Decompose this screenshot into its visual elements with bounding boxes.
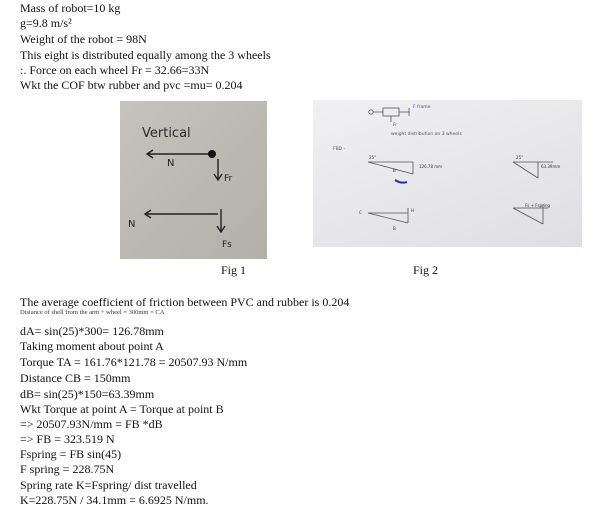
fig2-label-h: H xyxy=(411,208,415,213)
text-line-force-per-wheel: :. Force on each wheel Fr = 32.66=33N xyxy=(20,63,210,77)
text-line-spring-rate-value: K=228.75N / 34.1mm = 6.6925 N/mm. xyxy=(20,493,209,507)
text-line-fspring-equation: Fspring = FB sin(45) xyxy=(20,447,122,461)
fig2-sketch xyxy=(313,100,582,247)
fig2-label-b2: B xyxy=(393,226,396,231)
fig2-label-len1: 126.78 mm xyxy=(419,164,443,169)
fig2-label-fspring: Fs + Fspring xyxy=(525,203,551,208)
text-line-db: dB= sin(25)*150=63.39mm xyxy=(20,387,155,401)
text-line-da: dA= sin(25)*300= 126.78mm xyxy=(20,324,164,338)
fig2-label-angle1: 25° xyxy=(369,155,377,160)
fig1-caption: Fig 1 xyxy=(221,263,247,277)
fig2-label-frame: F frame xyxy=(413,105,431,110)
text-line-fspring-value: F spring = 228.75N xyxy=(20,462,115,476)
fig1-label-fs: Fs xyxy=(222,240,232,250)
fig1-photo xyxy=(120,101,267,259)
fig1-sketch xyxy=(120,101,267,259)
text-line-mass: Mass of robot=10 kg xyxy=(20,1,121,15)
text-line-spring-rate-def: Spring rate K=Fspring/ dist travelled xyxy=(20,478,197,492)
text-line-torque-equality: Wkt Torque at point A = Torque at point B xyxy=(20,402,224,416)
fig1-label-vertical: Vertical xyxy=(142,126,191,141)
text-line-taking-moment: Taking moment about point A xyxy=(20,339,164,353)
fig1-label-n2: N xyxy=(128,219,136,230)
text-line-cof: Wkt the COF btw rubber and pvc =mu= 0.204 xyxy=(20,78,243,92)
fig1-label-fr: Fr xyxy=(224,174,233,184)
text-line-fb-value: => FB = 323.519 N xyxy=(20,432,115,446)
fig1-label-n1: N xyxy=(167,158,175,169)
text-line-average-cof: The average coefficient of friction between PVC and rubber is 0.204 xyxy=(20,295,350,309)
fig2-label-b1: B xyxy=(393,168,396,173)
fig2-photo xyxy=(313,100,582,247)
fig2-label-weight: weight distribution on 3 wheels xyxy=(391,132,462,137)
text-line-distance-note: Distance of shell from the arm + wheel = 300mm = CA xyxy=(20,309,165,316)
text-line-torque-ta: Torque TA = 161.76*121.78 = 20507.93 N/mm xyxy=(20,355,248,369)
text-line-distance-cb: Distance CB = 150mm xyxy=(20,371,131,385)
text-line-fb-equation: => 20507.93N/mm = FB *dB xyxy=(20,417,163,431)
fig2-caption: Fig 2 xyxy=(413,263,439,277)
fig2-label-fr: Fr xyxy=(393,123,398,128)
fig2-label-len2: 63.39mm xyxy=(541,164,561,169)
fig2-label-c: C xyxy=(359,210,362,215)
fig2-label-fbd: FBD - xyxy=(333,147,346,152)
fig2-label-angle2: 25° xyxy=(516,155,524,160)
text-line-distribution: This eight is distributed equally among the 3 wheels xyxy=(20,48,271,62)
text-line-weight: Weight of the robot = 98N xyxy=(20,32,147,46)
text-line-gravity: g=9.8 m/s² xyxy=(20,16,72,30)
